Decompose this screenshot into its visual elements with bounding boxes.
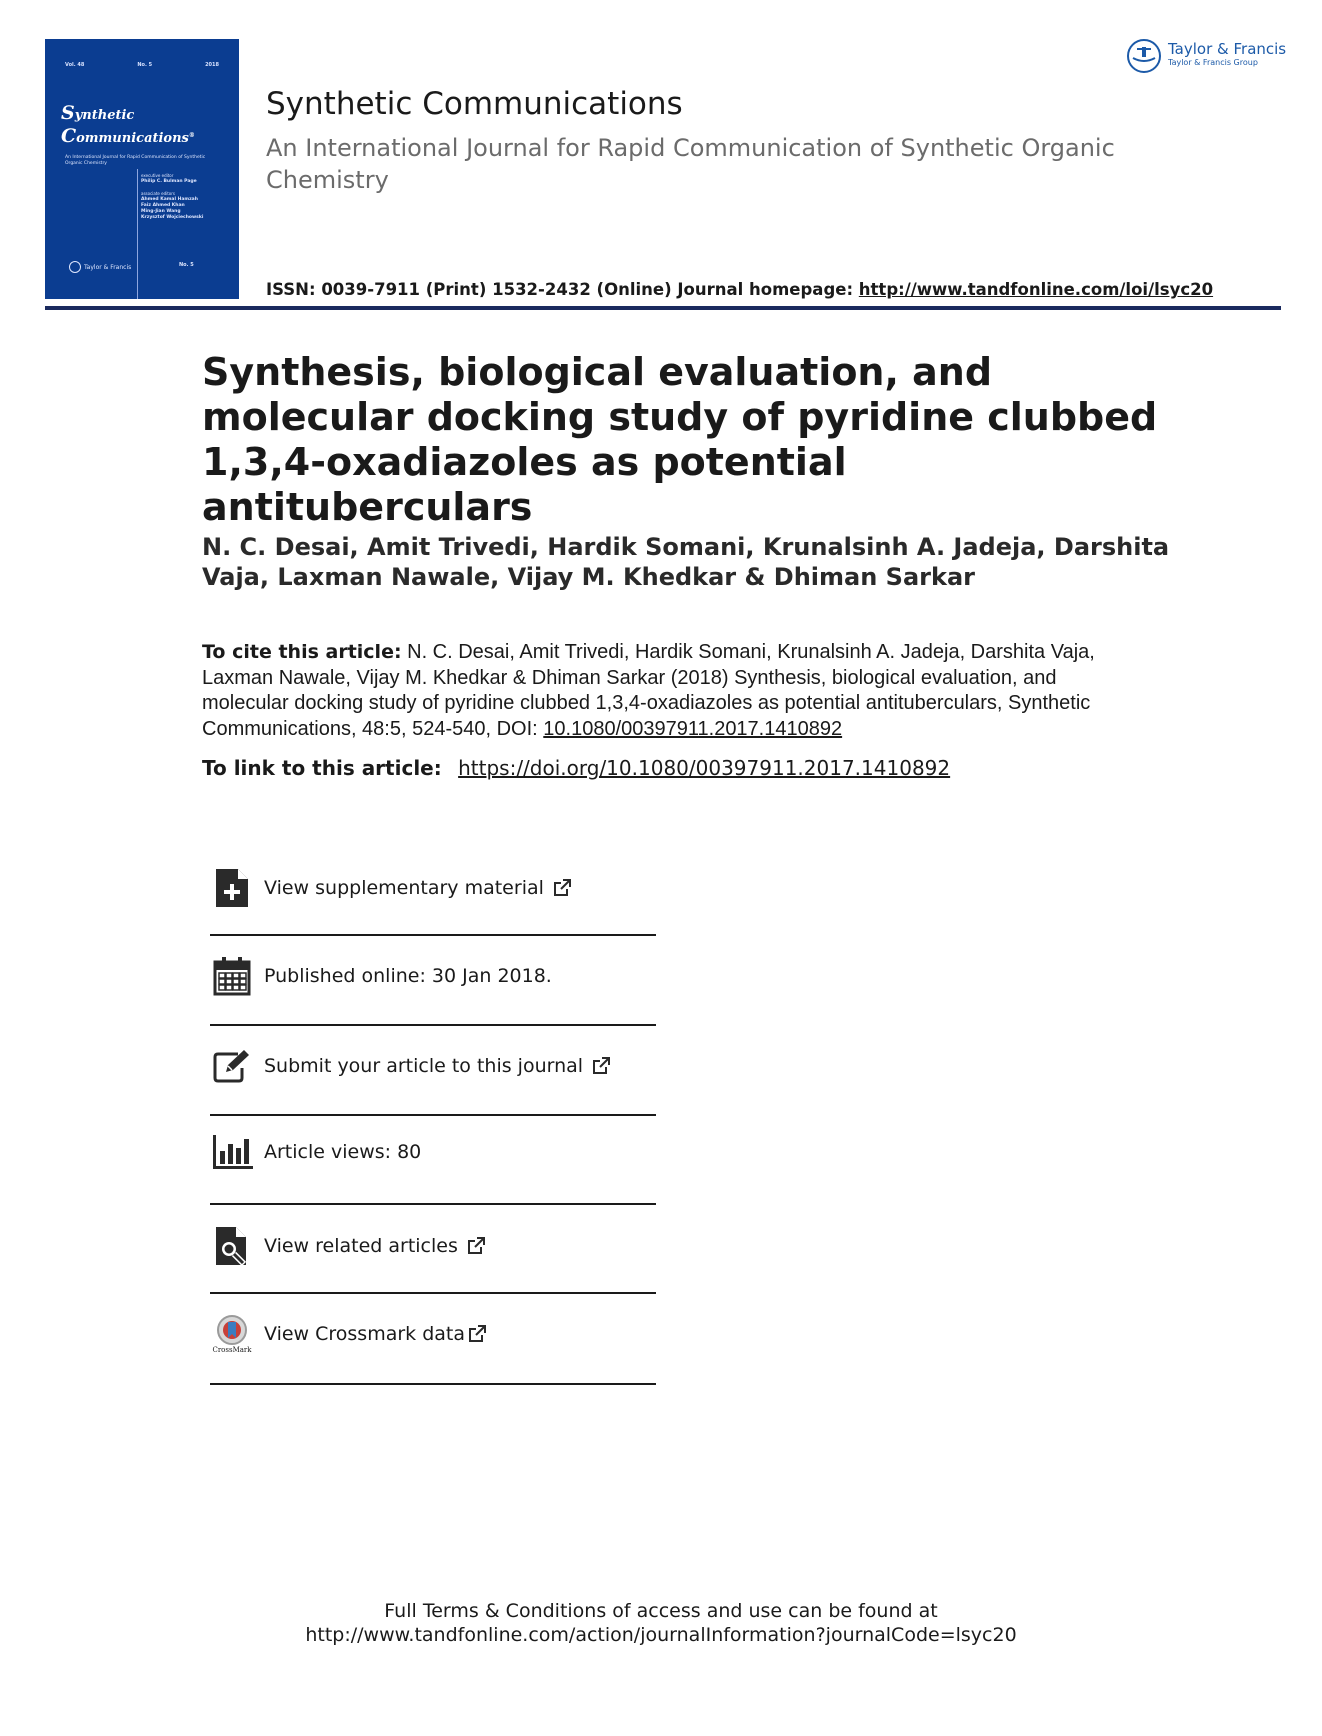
cover-subtitle: An International Journal for Rapid Communication of Synthetic Organic Chemistry [65,155,206,166]
external-link-icon [466,1236,486,1256]
cover-assoc-label: associate editors [141,191,175,196]
action-label: Submit your article to this journal [264,1055,584,1077]
cover-meta-row [65,62,219,68]
view-crossmark-link[interactable] [210,1312,656,1356]
external-link-icon [552,878,572,898]
cover-title-line-1: ynthetic [74,108,135,123]
search-document-icon [210,1224,254,1268]
file-plus-icon [210,866,254,910]
issn-text: ISSN: 0039-7911 (Print) 1532-2432 (Online) Journal homepage: [266,280,859,299]
view-related-articles-link[interactable] [210,1224,656,1268]
cover-publisher: Taylor & Francis [84,263,132,271]
cover-publisher-logo [69,261,131,273]
publisher-name: Taylor & Francis [1168,40,1287,58]
cover-number: No. 5 [137,62,153,68]
external-link-icon [591,1056,611,1076]
issn-line [266,280,1213,299]
publisher-logo[interactable] [1126,38,1286,74]
citation-block [202,640,1132,742]
edit-icon [210,1044,254,1088]
cover-assoc-editor: Ahmed Kamal Hamzah [141,197,198,202]
publisher-logo-text [1168,40,1287,69]
footer [0,1599,1322,1647]
article-title: Synthesis, biological evaluation, and molecular docking study of pyridine clubbed 1,3,4-oxadiazoles as potential antituberculars [202,350,1158,529]
view-supplementary-material-link[interactable] [210,866,656,910]
cover-editors [141,173,231,221]
cover-editor: Philip C. Bulman Page [141,179,197,184]
cover-volume: Vol. 48 [65,62,85,68]
article-doi-link[interactable]: https://doi.org/10.1080/00397911.2017.1410892 [458,756,951,780]
cover-divider [137,169,138,299]
action-label: View Crossmark data [264,1323,466,1345]
cover-year: 2018 [205,62,219,68]
cover-title-cap-1: S [61,102,75,124]
article-link-line [202,756,950,780]
action-label: Published online: 30 Jan 2018. [264,965,552,987]
cover-assoc-editor: Faiz Ahmed Khan [141,203,185,208]
cover-assoc-editor: Ming-Jian Wang [141,209,181,214]
journal-cover-image [45,39,239,299]
crossmark-icon [210,1312,254,1356]
action-divider [210,1292,656,1294]
header-divider [45,306,1281,310]
journal-subtitle: An International Journal for Rapid Communication of Synthetic Organic Chemistry [266,134,1115,194]
cite-doi-link[interactable]: 10.1080/00397911.2017.1410892 [543,717,843,740]
journal-name: Synthetic Communications [266,86,683,122]
cover-publisher-icon [69,261,81,273]
action-divider [210,1203,656,1205]
tf-logo-icon [1126,38,1162,74]
action-divider [210,934,656,936]
action-divider [210,1383,656,1385]
action-label: View related articles [264,1235,458,1257]
action-divider [210,1114,656,1116]
cover-issue: No. 5 [179,262,194,268]
journal-homepage-link[interactable]: http://www.tandfonline.com/loi/lsyc20 [858,280,1214,299]
publisher-group: Taylor & Francis Group [1168,58,1258,67]
footer-line-1: Full Terms & Conditions of access and use can be found at [384,1600,938,1622]
crossmark-caption: CrossMark [212,1346,252,1354]
cite-label: To cite this article: [202,641,402,663]
article-views-item [210,1130,656,1174]
footer-terms-link[interactable]: http://www.tandfonline.com/action/journalInformation?journalCode=lsyc20 [305,1624,1017,1646]
bar-chart-icon [210,1130,254,1174]
action-label: Article views: 80 [264,1141,422,1163]
published-online-item [210,954,656,998]
calendar-icon [210,954,254,998]
cover-title: Synthetic Communications® [61,102,195,147]
external-link-icon [467,1324,487,1344]
cover-title-cap-2: C [61,125,77,147]
article-authors: N. C. Desai, Amit Trivedi, Hardik Somani, Krunalsinh A. Jadeja, Darshita Vaja, Laxman Nawale, Vijay M. Khedkar & Dhiman Sarkar [202,533,1170,591]
action-label: View supplementary material [264,877,544,899]
submit-article-link[interactable] [210,1044,656,1088]
cite-text: N. C. Desai, Amit Trivedi, Hardik Somani, Krunalsinh A. Jadeja, Darshita Vaja, Laxman Nawale, Vijay M. Khedkar & Dhiman Sarkar (2018) Synthesis, biological evaluation, and molecular docking study of pyridine clubbed 1,3,4-oxadiazoles as potential antituberculars, Synthetic Communications, 48:5, 524-540, DOI: [202,641,1095,740]
action-divider [210,1024,656,1026]
cover-assoc-editor: Krzysztof Wojciechowski [141,215,204,220]
cover-title-line-2: ommunications [76,131,189,146]
cover-editor-label: executive editor [141,173,174,178]
link-label: To link to this article: [202,756,442,780]
